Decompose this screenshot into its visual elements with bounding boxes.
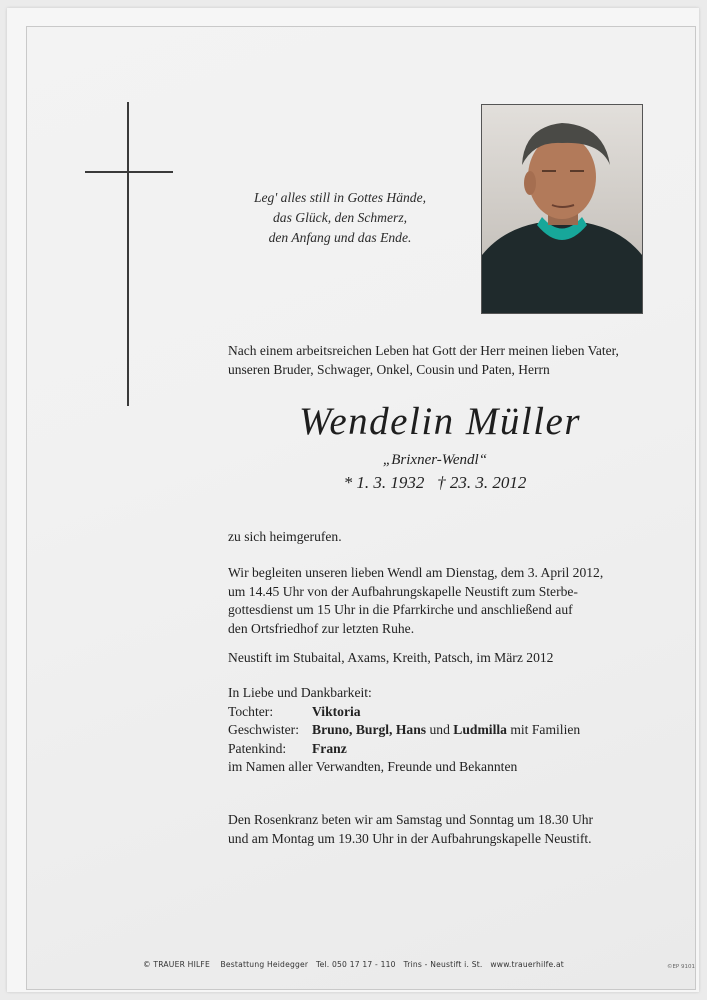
birth-date: * 1. 3. 1932 xyxy=(343,473,425,492)
siblings-label: Geschwister: xyxy=(228,722,299,737)
verse-line: den Anfang und das Ende. xyxy=(268,230,412,245)
verse-line: Leg' alles still in Gottes Hände, xyxy=(253,190,427,205)
mourner-row-siblings xyxy=(228,721,658,740)
place-date: Neustift im Stubaital, Axams, Kreith, Patsch, im März 2012 xyxy=(228,650,554,665)
intro-line: Nach einem arbeitsreichen Leben hat Gott der Herr meinen lieben Vater, xyxy=(228,343,619,358)
cross-icon-bar xyxy=(85,171,173,173)
daughter-name: Viktoria xyxy=(312,703,361,719)
verse xyxy=(210,188,470,248)
rosary-line: Den Rosenkranz beten wir am Samstag und Sonntag um 18.30 Uhr xyxy=(228,812,594,827)
verse-line: das Glück, den Schmerz, xyxy=(272,210,408,225)
footer xyxy=(0,960,707,969)
mourner-row-daughter xyxy=(228,703,658,722)
intro-text xyxy=(228,341,658,379)
siblings-and: und xyxy=(429,722,450,737)
portrait-photo xyxy=(481,104,643,314)
godchild-label: Patenkind: xyxy=(228,740,287,756)
siblings-names: Bruno, Burgl, Hans xyxy=(312,722,427,737)
called-home-text: zu sich heimgerufen. xyxy=(228,529,342,544)
mourners-list xyxy=(228,684,658,777)
intro-line: unseren Bruder, Schwager, Onkel, Cousin und Paten, Herrn xyxy=(228,362,550,377)
mourner-row-godchild xyxy=(228,740,658,759)
print-code: ©EP 9101 xyxy=(666,964,695,970)
mourners-others: im Namen aller Verwandten, Freunde und Bekannten xyxy=(228,759,518,774)
deceased-name: Wendelin Müller xyxy=(298,400,582,443)
funeral-text xyxy=(228,564,658,638)
footer-web[interactable]: www.trauerhilfe.at xyxy=(490,960,564,969)
rosary-text xyxy=(228,811,658,848)
footer-phone: Tel. 050 17 17 - 110 xyxy=(316,960,396,969)
death-date: † 23. 3. 2012 xyxy=(437,473,527,492)
siblings-suffix: mit Familien xyxy=(510,722,581,737)
godchild-name: Franz xyxy=(312,740,347,756)
life-dates xyxy=(280,473,590,493)
cross-icon xyxy=(127,102,129,406)
footer-location: Trins - Neustift i. St. xyxy=(403,960,483,969)
funeral-line: den Ortsfriedhof zur letzten Ruhe. xyxy=(228,620,415,636)
funeral-line: Wir begleiten unseren lieben Wendl am Dienstag, dem 3. April 2012, xyxy=(228,565,604,580)
siblings-last: Ludmilla xyxy=(453,722,507,737)
funeral-line: gottesdienst um 15 Uhr in die Pfarrkirche und anschließend auf xyxy=(228,602,573,617)
daughter-label: Tochter: xyxy=(228,703,274,719)
rosary-line: und am Montag um 19.30 Uhr in der Aufbahrungskapelle Neustift. xyxy=(228,830,592,846)
deceased-nickname: „Brixner-Wendl“ xyxy=(382,452,488,468)
funeral-line: um 14.45 Uhr von der Aufbahrungskapelle Neustift zum Sterbe- xyxy=(228,583,578,599)
footer-brand: © TRAUER HILFE xyxy=(143,960,211,969)
footer-company: Bestattung Heidegger xyxy=(220,960,309,969)
mourners-intro: In Liebe und Dankbarkeit: xyxy=(228,685,372,700)
